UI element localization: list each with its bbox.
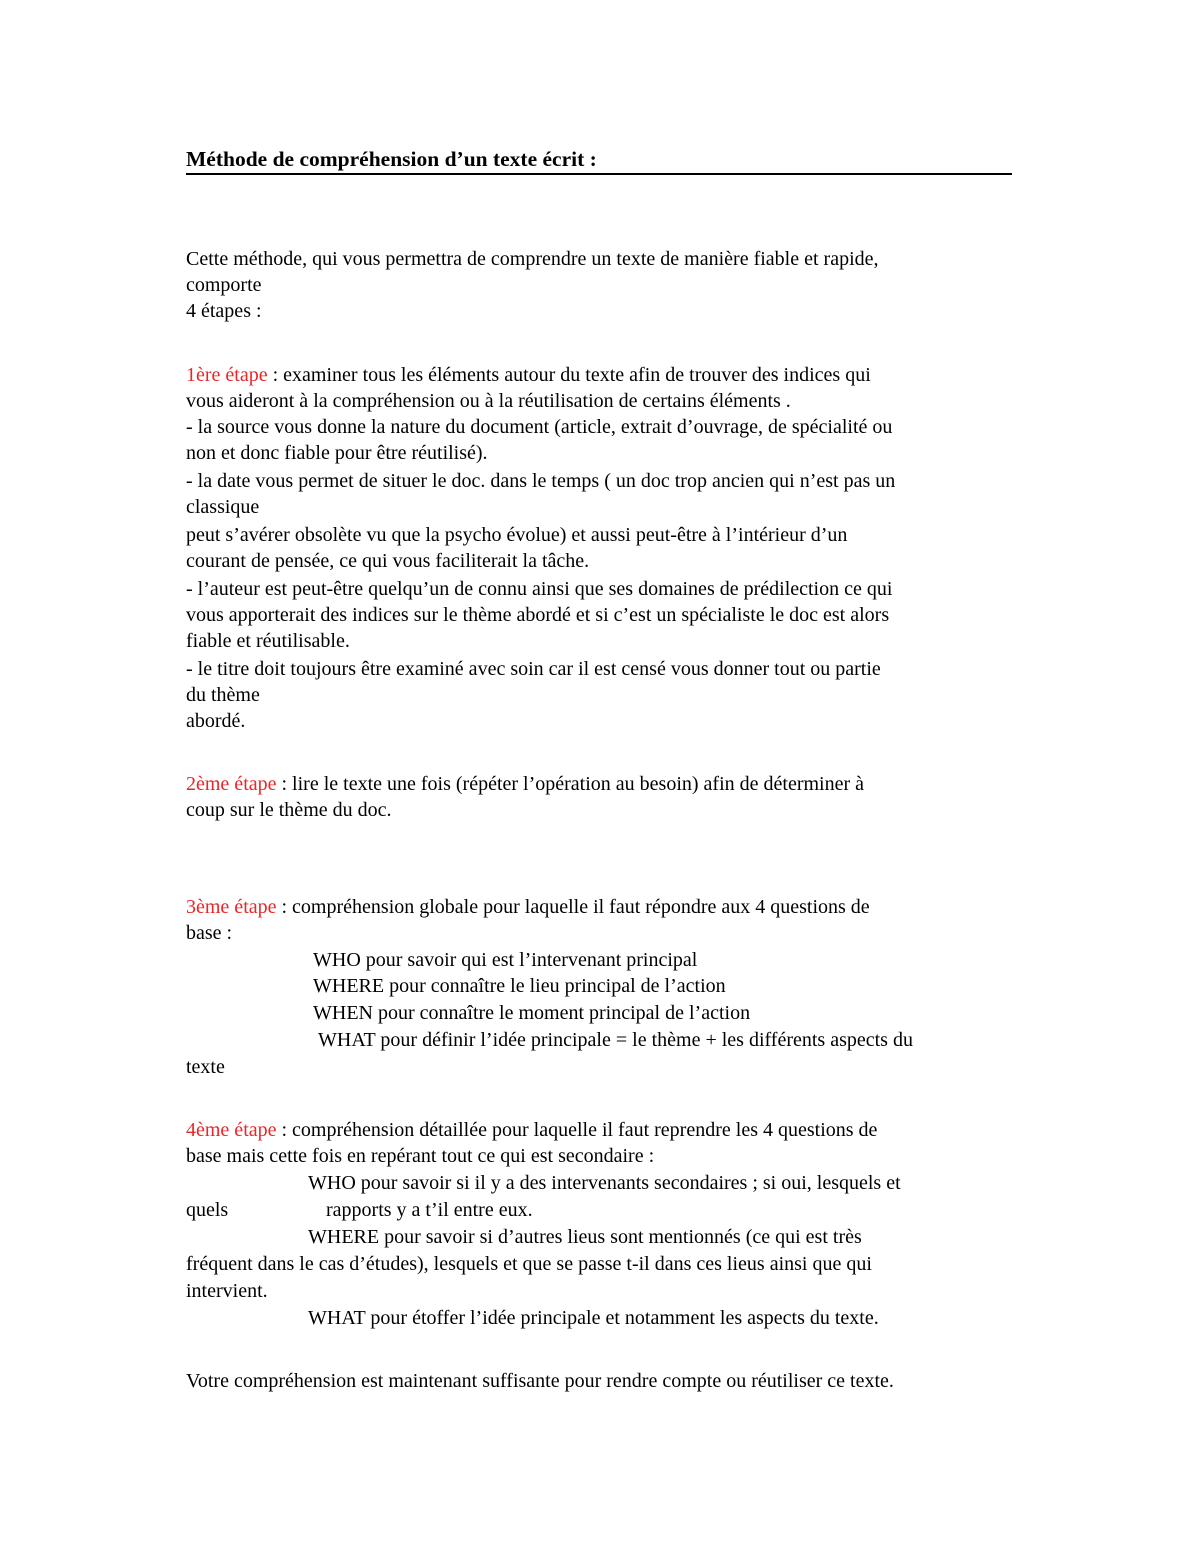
step4-text: : compréhension détaillée pour laquelle il faut reprendre les 4 questions de <box>276 1119 878 1141</box>
step1-line-10: vous apporterait des indices sur le thème abordé et si c’est un spécialiste le doc est alors <box>186 604 890 626</box>
step1-label: 1ère étape <box>186 364 268 386</box>
document-title: Méthode de compréhension d’un texte écrit : <box>186 147 597 171</box>
step3-what-cont: texte <box>186 1056 225 1078</box>
intro-line-1: Cette méthode, qui vous permettra de comprendre un texte de manière fiable et rapide, <box>186 248 879 270</box>
step1-line-5: - la date vous permet de situer le doc. dans le temps ( un doc trop ancien qui n’est pas un <box>186 470 896 492</box>
step3-where: WHERE pour connaître le lieu principal de l’action <box>313 975 726 997</box>
step4-line-1 <box>186 1117 877 1143</box>
step1-line-3: - la source vous donne la nature du document (article, extrait d’ouvrage, de spécialité ou <box>186 416 893 438</box>
step3-line-1 <box>186 894 870 920</box>
step1-line-8: courant de pensée, ce qui vous faciliterait la tâche. <box>186 550 590 572</box>
step4-line-2: base mais cette fois en repérant tout ce qui est secondaire : <box>186 1145 655 1167</box>
step3-who: WHO pour savoir qui est l’intervenant principal <box>313 949 698 971</box>
intro-line-3: 4 étapes : <box>186 300 262 322</box>
step3-what: WHAT pour définir l’idée principale = le thème + les différents aspects du <box>318 1029 913 1051</box>
step2-text: : lire le texte une fois (répéter l’opération au besoin) afin de déterminer à <box>276 773 865 795</box>
conclusion-text: Votre compréhension est maintenant suffisante pour rendre compte ou réutiliser ce texte. <box>186 1370 894 1392</box>
step3-label: 3ème étape <box>186 896 277 918</box>
step3-line-2: base : <box>186 922 233 944</box>
step4-who-cont <box>186 1197 886 1223</box>
step1-line-9: - l’auteur est peut-être quelqu’un de connu ainsi que ses domaines de prédilection ce qui <box>186 578 893 600</box>
step1-line-7: peut s’avérer obsolète vu que la psycho évolue) et aussi peut-être à l’intérieur d’un <box>186 524 848 546</box>
step1-line-13: du thème <box>186 684 260 706</box>
step4-where: WHERE pour savoir si d’autres lieus sont mentionnés (ce qui est très <box>308 1226 862 1248</box>
step3-text: : compréhension globale pour laquelle il faut répondre aux 4 questions de <box>276 896 870 918</box>
step1-line-6: classique <box>186 496 260 518</box>
intro-line-2: comporte <box>186 274 262 296</box>
step1-line-14: abordé. <box>186 710 246 732</box>
step1-line-2: vous aideront à la compréhension ou à la réutilisation de certains éléments . <box>186 390 791 412</box>
step4-where-cont: fréquent dans le cas d’études), lesquels et que se passe t-il dans ces lieus ainsi que qui <box>186 1253 872 1275</box>
step1-line-12: - le titre doit toujours être examiné avec soin car il est censé vous donner tout ou partie <box>186 658 881 680</box>
document-page <box>186 0 1016 1553</box>
step4-who-rapports: rapports y a t’il entre eux. <box>326 1199 533 1221</box>
step2-line-1 <box>186 771 864 797</box>
step1-line-1 <box>186 362 871 388</box>
step1-line-11: fiable et réutilisable. <box>186 630 350 652</box>
step4-quels: quels <box>186 1199 229 1221</box>
step3-when: WHEN pour connaître le moment principal de l’action <box>313 1002 751 1024</box>
title-underline <box>186 145 1012 175</box>
step1-text: : examiner tous les éléments autour du texte afin de trouver des indices qui <box>267 364 871 386</box>
step4-label: 4ème étape <box>186 1119 277 1141</box>
step4-who: WHO pour savoir si il y a des intervenants secondaires ; si oui, lesquels et <box>308 1172 901 1194</box>
step2-line-2: coup sur le thème du doc. <box>186 799 392 821</box>
step4-where-cont-2: intervient. <box>186 1280 268 1302</box>
step2-label: 2ème étape <box>186 773 277 795</box>
step4-what: WHAT pour étoffer l’idée principale et notamment les aspects du texte. <box>308 1307 879 1329</box>
step1-line-4: non et donc fiable pour être réutilisé). <box>186 442 488 464</box>
